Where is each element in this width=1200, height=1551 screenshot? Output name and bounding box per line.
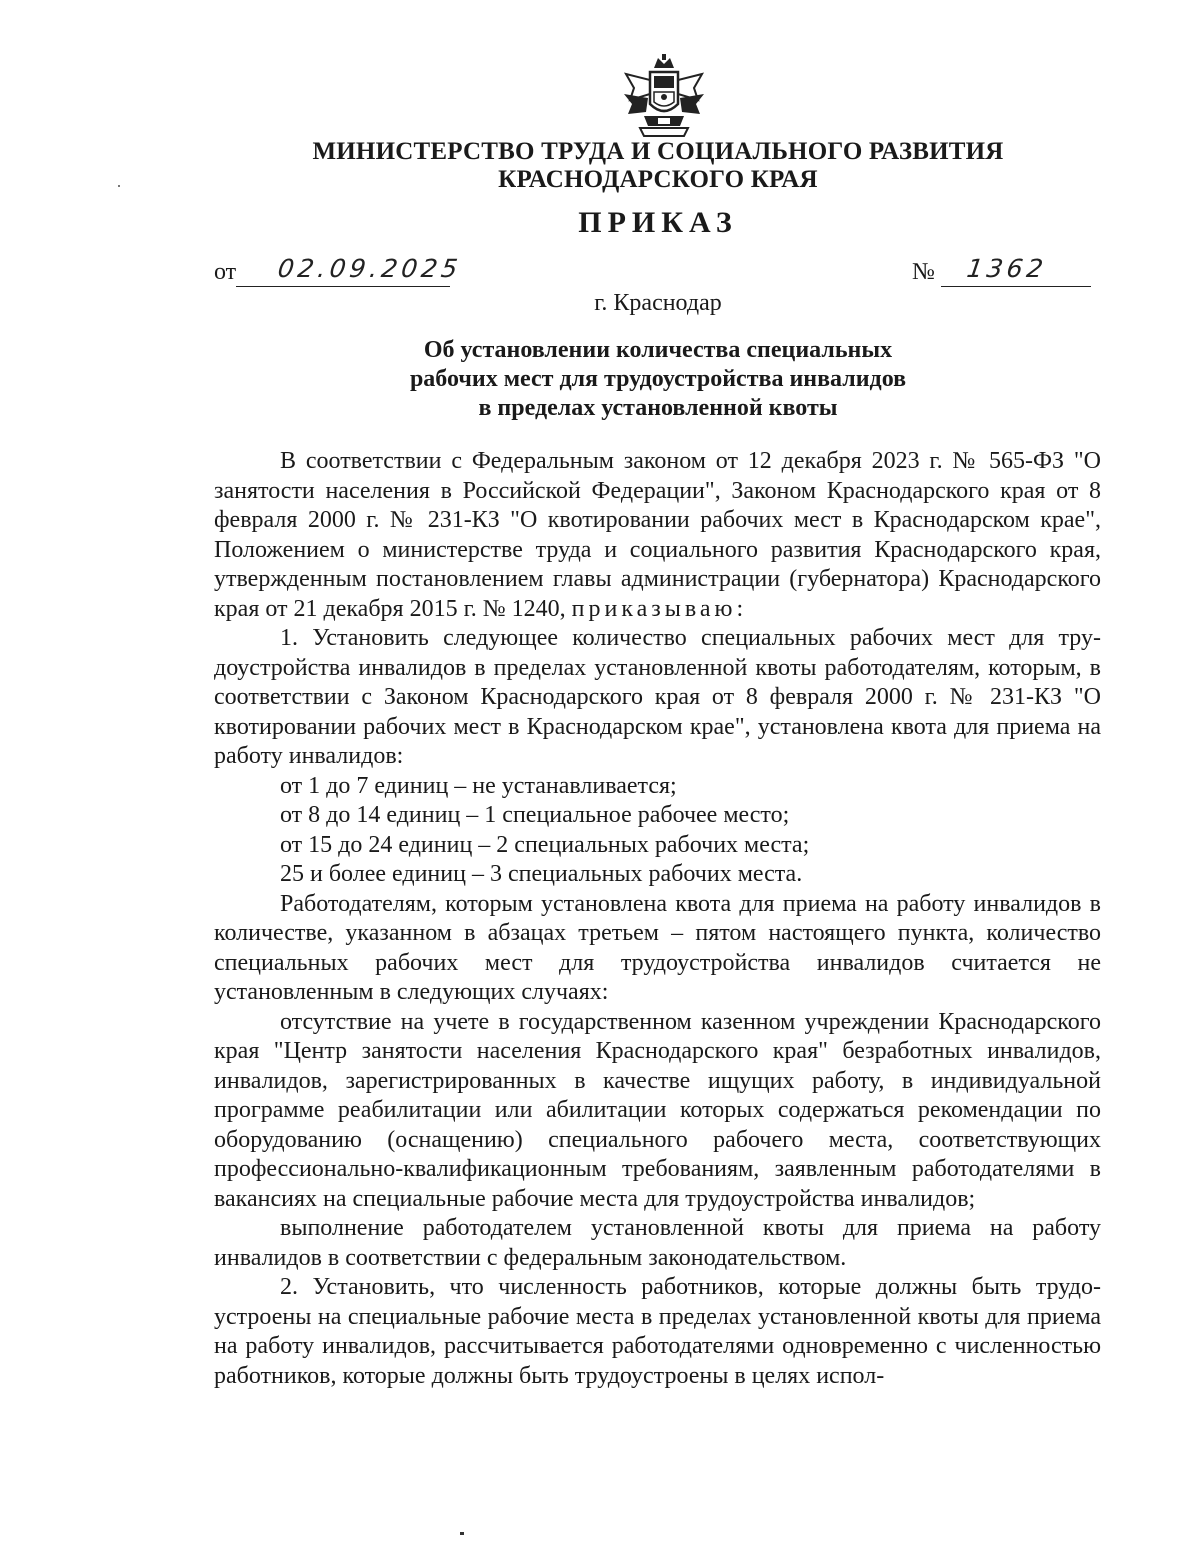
list-item: 25 и более единиц – 3 специальных рабочих места. bbox=[280, 861, 803, 887]
document-type-heading: ПРИКАЗ bbox=[578, 206, 738, 239]
ministry-name bbox=[200, 138, 1116, 194]
preamble-text: В соответствии с Федеральным законом от 12 декабря 2023 г. № 565-ФЗ "О занятости населения в Российской Федерации", Законом Краснодарского края от 8 февраля 2000 г. № 231-КЗ "О квотировании рабочих мест в Краснодарском крае", Положением о министерстве труда и социального развития Краснодарского края, утвержденным постановлением главы администрации (губернатора) Краснодарского края от 21 декабря 2015 г. № 1240, bbox=[214, 448, 1101, 622]
exceptions-paragraph: Работодателям, которым установлена квота для приема на работу инвалидов в количестве, указанном в абзацах третьем – пятом настоящего пункта, количество специальных рабочих мест для трудоустройства инвалидов считается не установленным в следующих случаях: bbox=[214, 890, 1101, 1005]
date-field bbox=[236, 254, 464, 287]
number-field bbox=[941, 256, 1091, 287]
list-item: от 1 до 7 единиц – не устанавливается; bbox=[280, 772, 677, 799]
title-line3: в пределах установленной квоты bbox=[478, 395, 838, 421]
clause-2-paragraph: 2. Установить, что численность работников, которые должны быть трудоустроены на специальные рабочие места в пределах установленной квоты для приема на работу инвалидов, рассчитывается работодателями одновременно с численностью работников, которые должны быть трудоустроены в целях испол- bbox=[214, 1274, 1101, 1389]
ministry-name-line1: МИНИСТЕРСТВО ТРУДА И СОЦИАЛЬНОГО РАЗВИТИЯ bbox=[312, 138, 1004, 165]
preamble-paragraph bbox=[214, 447, 1101, 624]
handwritten-date: 02.09.2025 bbox=[276, 254, 464, 283]
order-word: приказываю: bbox=[571, 595, 748, 622]
list-item: от 15 до 24 единиц – 2 специальных рабочих места; bbox=[280, 831, 810, 858]
krasnodar-krai-coat-of-arms-icon bbox=[620, 54, 708, 138]
title-line2: рабочих мест для трудоустройства инвалидов bbox=[409, 366, 907, 392]
number-line bbox=[912, 256, 1091, 287]
document-body bbox=[214, 447, 1101, 1391]
number-prefix: № bbox=[912, 259, 935, 285]
document-title bbox=[200, 336, 1116, 423]
city-line: г. Краснодар bbox=[594, 290, 722, 316]
page-footer-mark bbox=[460, 1532, 464, 1535]
scan-artifact bbox=[118, 185, 120, 187]
clause-1-paragraph: 1. Установить следующее количество специальных рабочих мест для трудоустройства инвалидов в пределах установленной квоты работодателям, которым, в соответствии с Законом Краснодарского края от 8 февраля 2000 г. № 231-КЗ "О квотировании рабочих мест в Краснодарском крае", установлена квота для приема на работу инвалидов: bbox=[214, 625, 1101, 769]
exception-2-paragraph: выполнение работодателем установленной квоты для приема на работу инвалидов в соответствии с федеральным законодательством. bbox=[214, 1215, 1101, 1271]
list-item: от 8 до 14 единиц – 1 специальное рабочее место; bbox=[280, 802, 790, 828]
ministry-name-line2: КРАСНОДАРСКОГО КРАЯ bbox=[498, 166, 818, 193]
date-line bbox=[214, 254, 464, 287]
handwritten-number: 1362 bbox=[964, 254, 1049, 283]
title-line1: Об установлении количества специальных bbox=[423, 337, 893, 363]
exception-1-paragraph: отсутствие на учете в государственном казенном учреждении Краснодарского края "Центр занятости населения Краснодарского края" безработных инвалидов, инвалидов, зарегистрированных в качестве ищущих работу, в индивидуальной программе реабилитации или абилитации которых содержаться рекомендации по оборудованию (оснащению) специального рабочего места, соответствующих профессионально-квалификационным требованиям, заявленным работодателями в вакансиях на специальные рабочие места для трудоустройства инвалидов; bbox=[214, 1008, 1101, 1212]
date-prefix: от bbox=[214, 259, 237, 285]
